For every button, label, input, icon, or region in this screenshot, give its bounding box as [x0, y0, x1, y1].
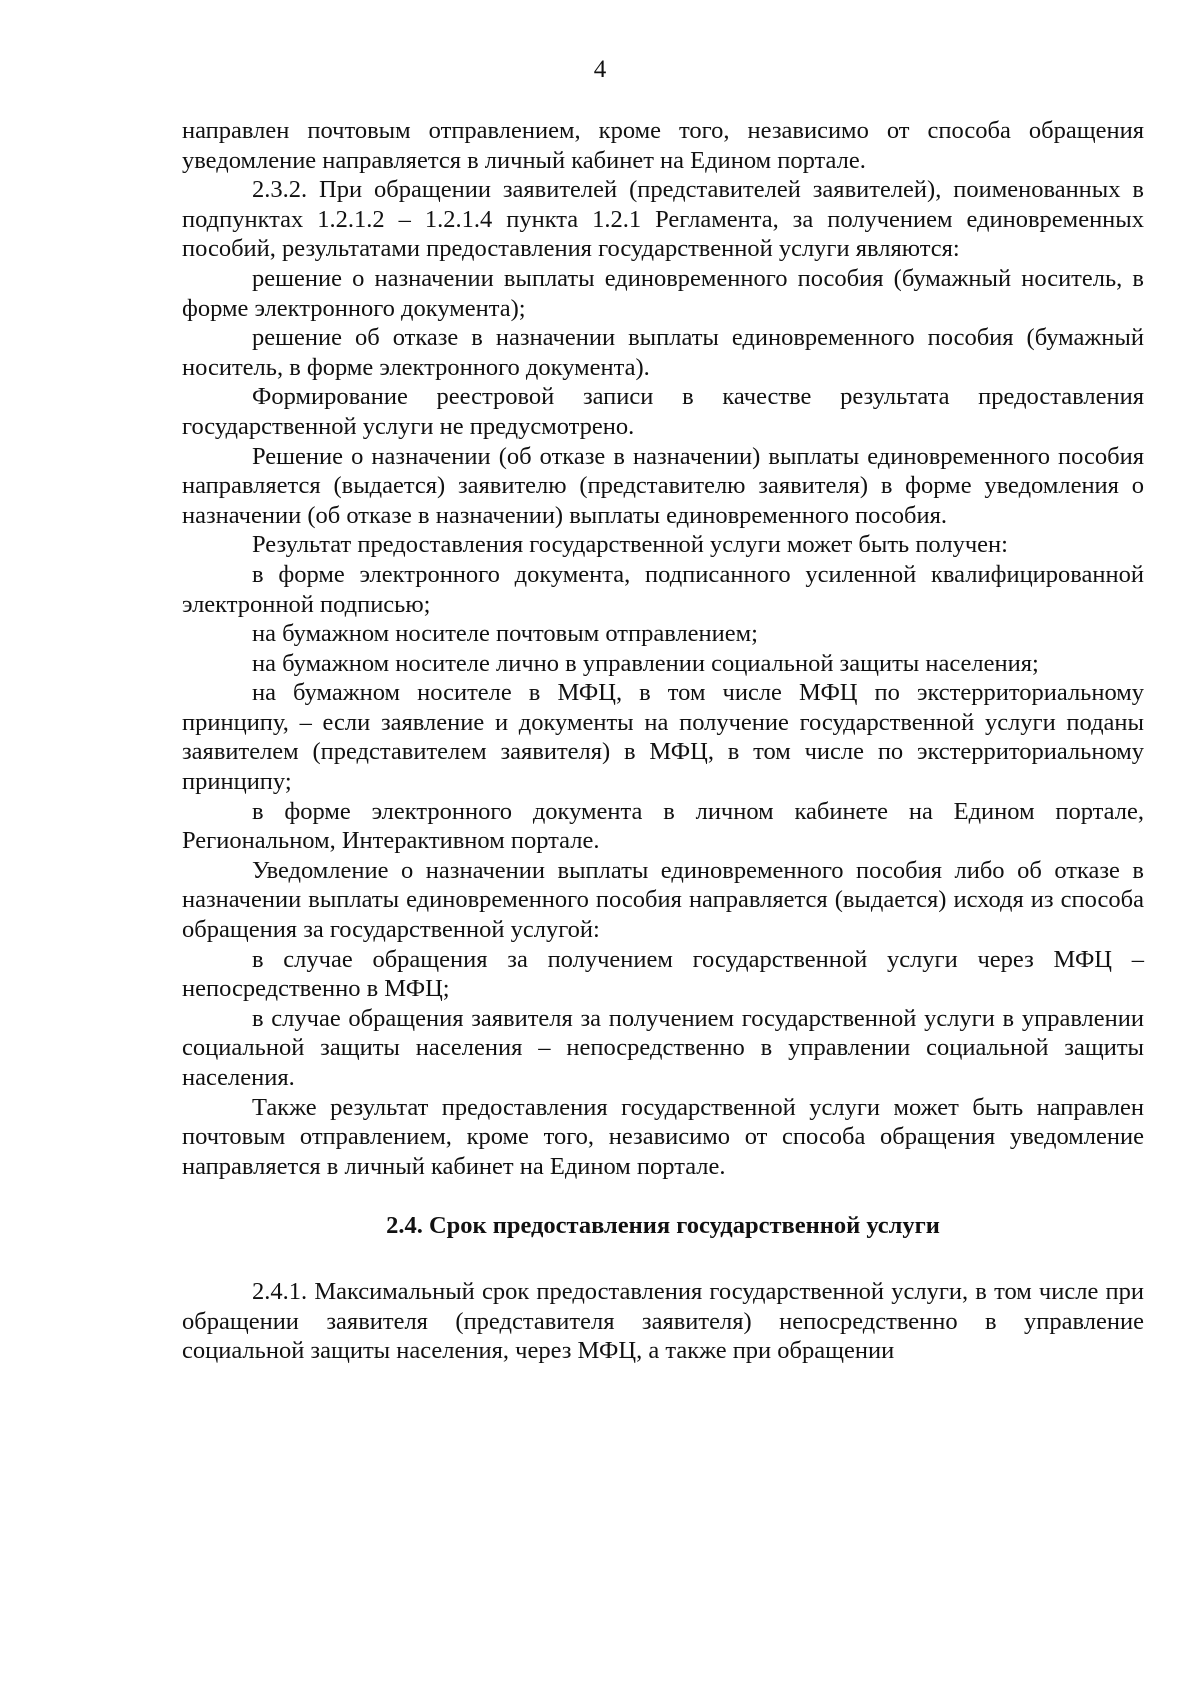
- paragraph: Уведомление о назначении выплаты единовременного пособия либо об отказе в назначении выплаты единовременного пособия направляется (выдается) исходя из способа обращения за государственной услугой:: [182, 856, 1144, 944]
- paragraph: Решение о назначении (об отказе в назначении) выплаты единовременного пособия направляется (выдается) заявителю (представителю заявителя) в форме уведомления о назначении (об отказе в назначении) выплаты единовременного пособия.: [182, 442, 1144, 529]
- paragraph: 2.4.1. Максимальный срок предоставления государственной услуги, в том числе при обращении заявителя (представителя заявителя) непосредственно в управление социальной защиты населения, через МФЦ, а также при обращении: [182, 1277, 1144, 1365]
- paragraph: Формирование реестровой записи в качестве результата предоставления государственной услуги не предусмотрено.: [182, 383, 1144, 440]
- section-heading: 2.4. Срок предоставления государственной услуги: [386, 1212, 940, 1240]
- paragraph: в форме электронного документа в личном кабинете на Едином портале, Региональном, Интерактивном портале.: [182, 797, 1144, 855]
- paragraphs-after-heading: [182, 1277, 1144, 1366]
- page-number: 4: [593, 56, 607, 83]
- paragraph: решение об отказе в назначении выплаты единовременного пособия (бумажный носитель, в форме электронного документа).: [182, 324, 1144, 381]
- document-body: [182, 116, 1144, 1366]
- paragraph: в форме электронного документа, подписанного усиленной квалифицированной электронной подписью;: [182, 560, 1144, 618]
- paragraph: Также результат предоставления государственной услуги может быть направлен почтовым отправлением, кроме того, независимо от способа обращения уведомление направляется в личный кабинет на Едином портале.: [182, 1093, 1144, 1180]
- paragraph: направлен почтовым отправлением, кроме того, независимо от способа обращения уведомление направляется в личный кабинет на Едином портале.: [182, 117, 1144, 174]
- paragraph: в случае обращения заявителя за получением государственной услуги в управлении социальной защиты населения – непосредственно в управлении социальной защиты населения.: [182, 1004, 1144, 1091]
- paragraph: решение о назначении выплаты единовременного пособия (бумажный носитель, в форме электронного документа);: [182, 264, 1144, 322]
- paragraph: в случае обращения за получением государственной услуги через МФЦ – непосредственно в МФЦ;: [182, 945, 1144, 1003]
- paragraph: Результат предоставления государственной услуги может быть получен:: [252, 531, 1008, 559]
- paragraph: 2.3.2. При обращении заявителей (представителей заявителей), поименованных в подпунктах 1.2.1.2 – 1.2.1.4 пункта 1.2.1 Регламента, за получением единовременных пособий, результатами предоставления государственной услуги являются:: [182, 176, 1144, 263]
- paragraph: на бумажном носителе лично в управлении социальной защиты населения;: [252, 649, 1039, 677]
- paragraph: на бумажном носителе почтовым отправлением;: [252, 620, 758, 648]
- paragraphs-before-heading: [182, 116, 1144, 1181]
- paragraph: на бумажном носителе в МФЦ, в том числе МФЦ по экстерриториальному принципу, – если заявление и документы на получение государственной услуги поданы заявителем (представителем заявителя) в МФЦ, в том числе по экстерриториальному принципу;: [182, 679, 1144, 796]
